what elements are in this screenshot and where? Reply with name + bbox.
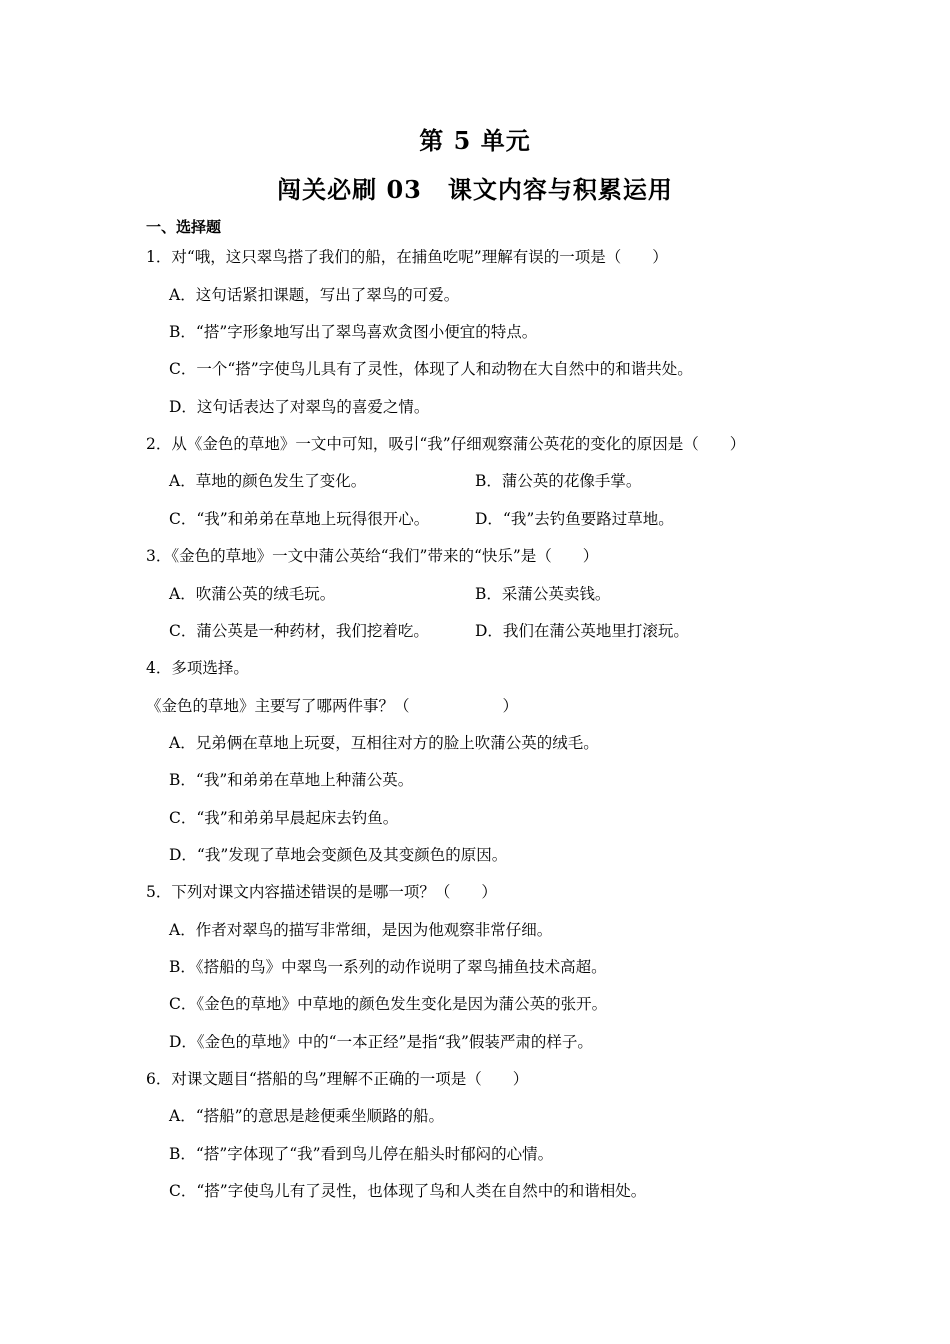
question-2-option-d: D．“我”去钓鱼要路过草地。 (475, 510, 674, 528)
title-part-2: 课文内容与积累运用 (447, 175, 673, 204)
question-5-option-c: C．《金色的草地》中草地的颜色发生变化是因为蒲公英的张开。 (169, 995, 608, 1013)
question-2-option-a: A．草地的颜色发生了变化。 (169, 472, 367, 490)
title-part-1: 闯关必刷 03 (277, 175, 422, 204)
question-6-stem: 6．对课文题目“搭船的鸟”理解不正确的一项是（ ） (146, 1070, 529, 1088)
question-2-option-c: C．“我”和弟弟在草地上玩得很开心。 (169, 510, 430, 528)
question-3-stem: 3．《金色的草地》一文中蒲公英给“我们”带来的“快乐”是（ ） (146, 547, 599, 565)
question-5-stem: 5．下列对课文内容描述错误的是哪一项？（ ） (146, 883, 497, 901)
question-4-prompt: 《金色的草地》主要写了哪两件事？（ ） (146, 697, 519, 715)
question-4-option-a: A．兄弟俩在草地上玩耍，互相往对方的脸上吹蒲公英的绒毛。 (169, 734, 599, 752)
question-6-option-b: B．“搭”字体现了“我”看到鸟儿停在船头时郁闷的心情。 (169, 1145, 554, 1163)
page-title (0, 172, 950, 208)
section-heading: 一、选择题 (146, 218, 222, 236)
question-3-option-c: C．蒲公英是一种药材，我们挖着吃。 (169, 622, 429, 640)
question-4-option-b: B．“我”和弟弟在草地上种蒲公英。 (169, 771, 414, 789)
question-4-option-d: D．“我”发现了草地会变颜色及其变颜色的原因。 (169, 846, 508, 864)
question-1-option-d: D．这句话表达了对翠鸟的喜爱之情。 (169, 398, 430, 416)
question-3-option-a: A．吹蒲公英的绒毛玩。 (169, 585, 336, 603)
question-1-option-a: A．这句话紧扣课题，写出了翠鸟的可爱。 (169, 286, 460, 304)
question-5-option-d: D．《金色的草地》中的“一本正经”是指“我”假装严肃的样子。 (169, 1033, 593, 1051)
question-6-option-a: A．“搭船”的意思是趁便乘坐顺路的船。 (169, 1107, 445, 1125)
question-1-option-c: C．一个“搭”字使鸟儿具有了灵性，体现了人和动物在大自然中的和谐共处。 (169, 360, 693, 378)
question-4-stem: 4．多项选择。 (146, 659, 249, 677)
question-5-option-b: B．《搭船的鸟》中翠鸟一系列的动作说明了翠鸟捕鱼技术高超。 (169, 958, 607, 976)
question-2-stem: 2．从《金色的草地》一文中可知，吸引“我”仔细观察蒲公英花的变化的原因是（ ） (146, 435, 746, 453)
question-5-option-a: A．作者对翠鸟的描写非常细，是因为他观察非常仔细。 (169, 921, 553, 939)
unit-title: 第 5 单元 (419, 126, 531, 155)
question-2-option-b: B．蒲公英的花像手掌。 (475, 472, 642, 490)
question-1-option-b: B．“搭”字形象地写出了翠鸟喜欢贪图小便宜的特点。 (169, 323, 538, 341)
question-4-option-c: C．“我”和弟弟早晨起床去钓鱼。 (169, 809, 399, 827)
question-3-option-d: D．我们在蒲公英地里打滚玩。 (475, 622, 689, 640)
question-6-option-c: C．“搭”字使鸟儿有了灵性，也体现了鸟和人类在自然中的和谐相处。 (169, 1182, 647, 1200)
question-3-option-b: B．采蒲公英卖钱。 (475, 585, 611, 603)
question-1-stem: 1．对“哦，这只翠鸟搭了我们的船，在捕鱼吃呢”理解有误的一项是（ ） (146, 248, 668, 266)
